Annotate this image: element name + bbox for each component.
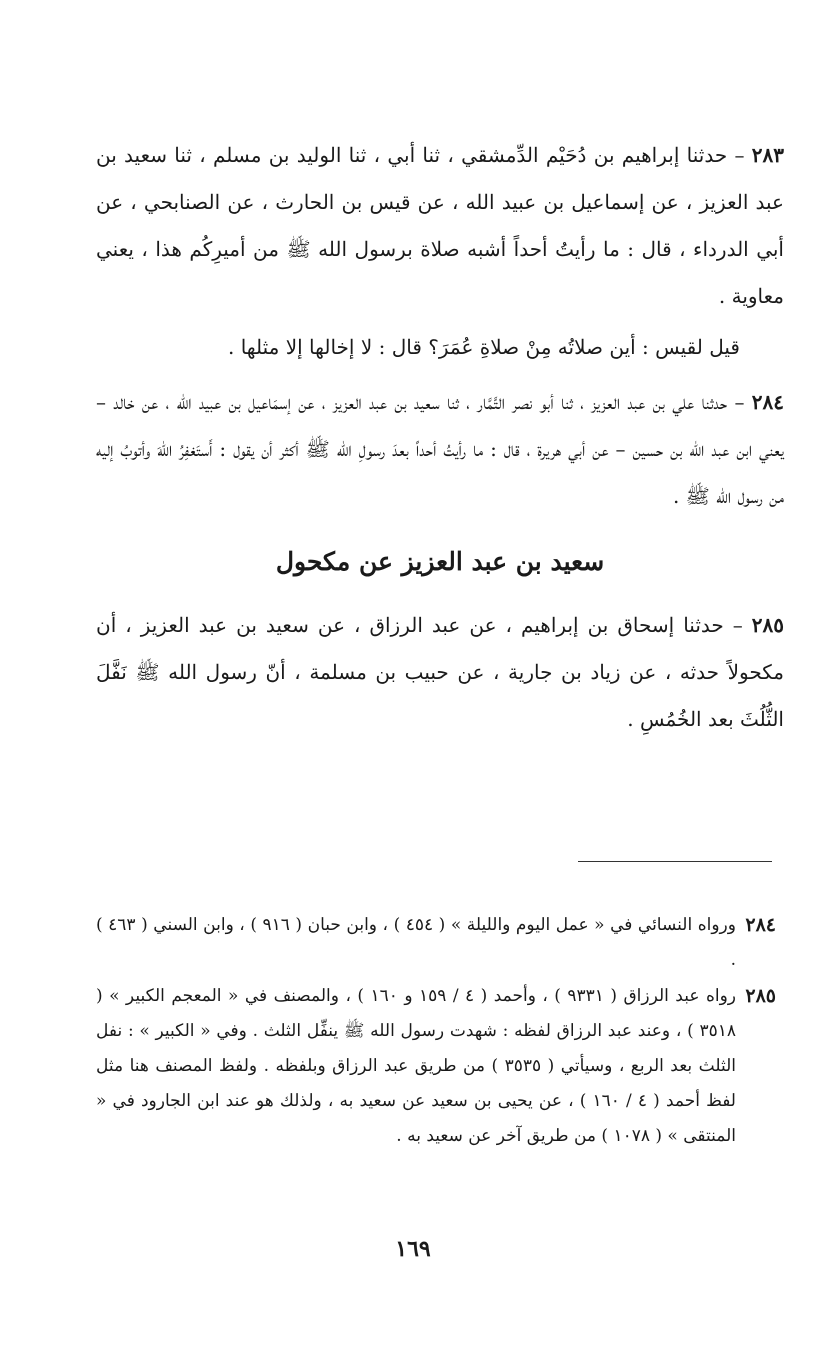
hadith-number: ٢٨٣ <box>751 143 785 167</box>
footnote-number: ٢٨٥ <box>745 985 776 1007</box>
hadith-283-followup: قيل لقيس : أين صلاتُه مِنْ صلاةِ عُمَرَ؟ قال : لا إخالها إلا مثلها . <box>227 335 740 359</box>
footnote-285 <box>96 979 776 1154</box>
main-text <box>96 132 784 751</box>
hadith-283 <box>96 132 784 320</box>
hadith-number: ٢٨٥ <box>751 613 785 637</box>
hadith-text: – حدثنا علي بن عبد العزيز ، ثنا أبو نصر التَّمَّار ، ثنا سعيد بن عبد العزيز ، عن إسمَاعيل بن عبيد الله ، عن خالد – يعني ابن عبد الله بن حسين – عن أبي هريرة ، قال : ما رأيتُ أحداً بعدَ رسولِ الله ﷺ أكثر أن يقول : أَستَغفِرُ اللهَ وأتوبُ إليه من رسول الله ﷺ . <box>96 390 784 508</box>
footnote-number: ٢٨٤ <box>745 914 776 936</box>
footnote-text: ورواه النسائي في « عمل اليوم والليلة » ( ٤٥٤ ) ، وابن حبان ( ٩١٦ ) ، وابن السني ( ٤٦٣ ) . <box>96 915 736 970</box>
hadith-284 <box>96 379 784 520</box>
page-number: ١٦٩ <box>395 1236 431 1262</box>
section-heading: سعيد بن عبد العزيز عن مكحول <box>275 547 605 576</box>
footnote-284 <box>96 908 776 978</box>
footnote-divider <box>578 861 772 862</box>
hadith-number: ٢٨٤ <box>751 390 785 414</box>
footnote-text: رواه عبد الرزاق ( ٩٣٣١ ) ، وأحمد ( ٤ / ١٥٩ و ١٦٠ ) ، والمصنف في « المعجم الكبير » ( ٣٥١٨ ) ، وعند عبد الرزاق لفظه : شهدت رسول الله ﷺ ينفِّل الثلث . وفي « الكبير » : نفل الثلث بعد الربع ، وسيأتي ( ٣٥٣٥ ) من طريق عبد الرزاق وبلفظه . ولفظ المصنف هنا مثل لفظ أحمد ( ٤ / ١٦٠ ) ، عن يحيى بن سعيد عن سعيد به ، ولذلك هو عند ابن الجارود في « المنتقى » ( ١٠٧٨ ) من طريق آخر عن سعيد به . <box>96 986 737 1146</box>
footnotes <box>96 908 776 1155</box>
hadith-text: – حدثنا إسحاق بن إبراهيم ، عن عبد الرزاق ، عن سعيد بن عبد العزيز ، أن مكحولاً حدثه ، عن زياد بن جارية ، عن حبيب بن مسلمة ، أنّ رسول الله ﷺ نَفَّلَ الثُّلُثَ بعد الخُمُسِ . <box>96 613 784 731</box>
hadith-text: – حدثنا إبراهيم بن دُحَيْم الدِّمشقي ، ثنا أبي ، ثنا الوليد بن مسلم ، ثنا سعيد بن عبد العزيز ، عن إسماعيل بن عبيد الله ، عن قيس بن الحارث ، عن الصنابحي ، عن أبي الدرداء ، قال : ما رأيتُ أحداً أشبه صلاة برسول الله ﷺ من أميرِكُم هذا ، يعني معاوية . <box>96 143 784 308</box>
hadith-285 <box>96 602 784 743</box>
